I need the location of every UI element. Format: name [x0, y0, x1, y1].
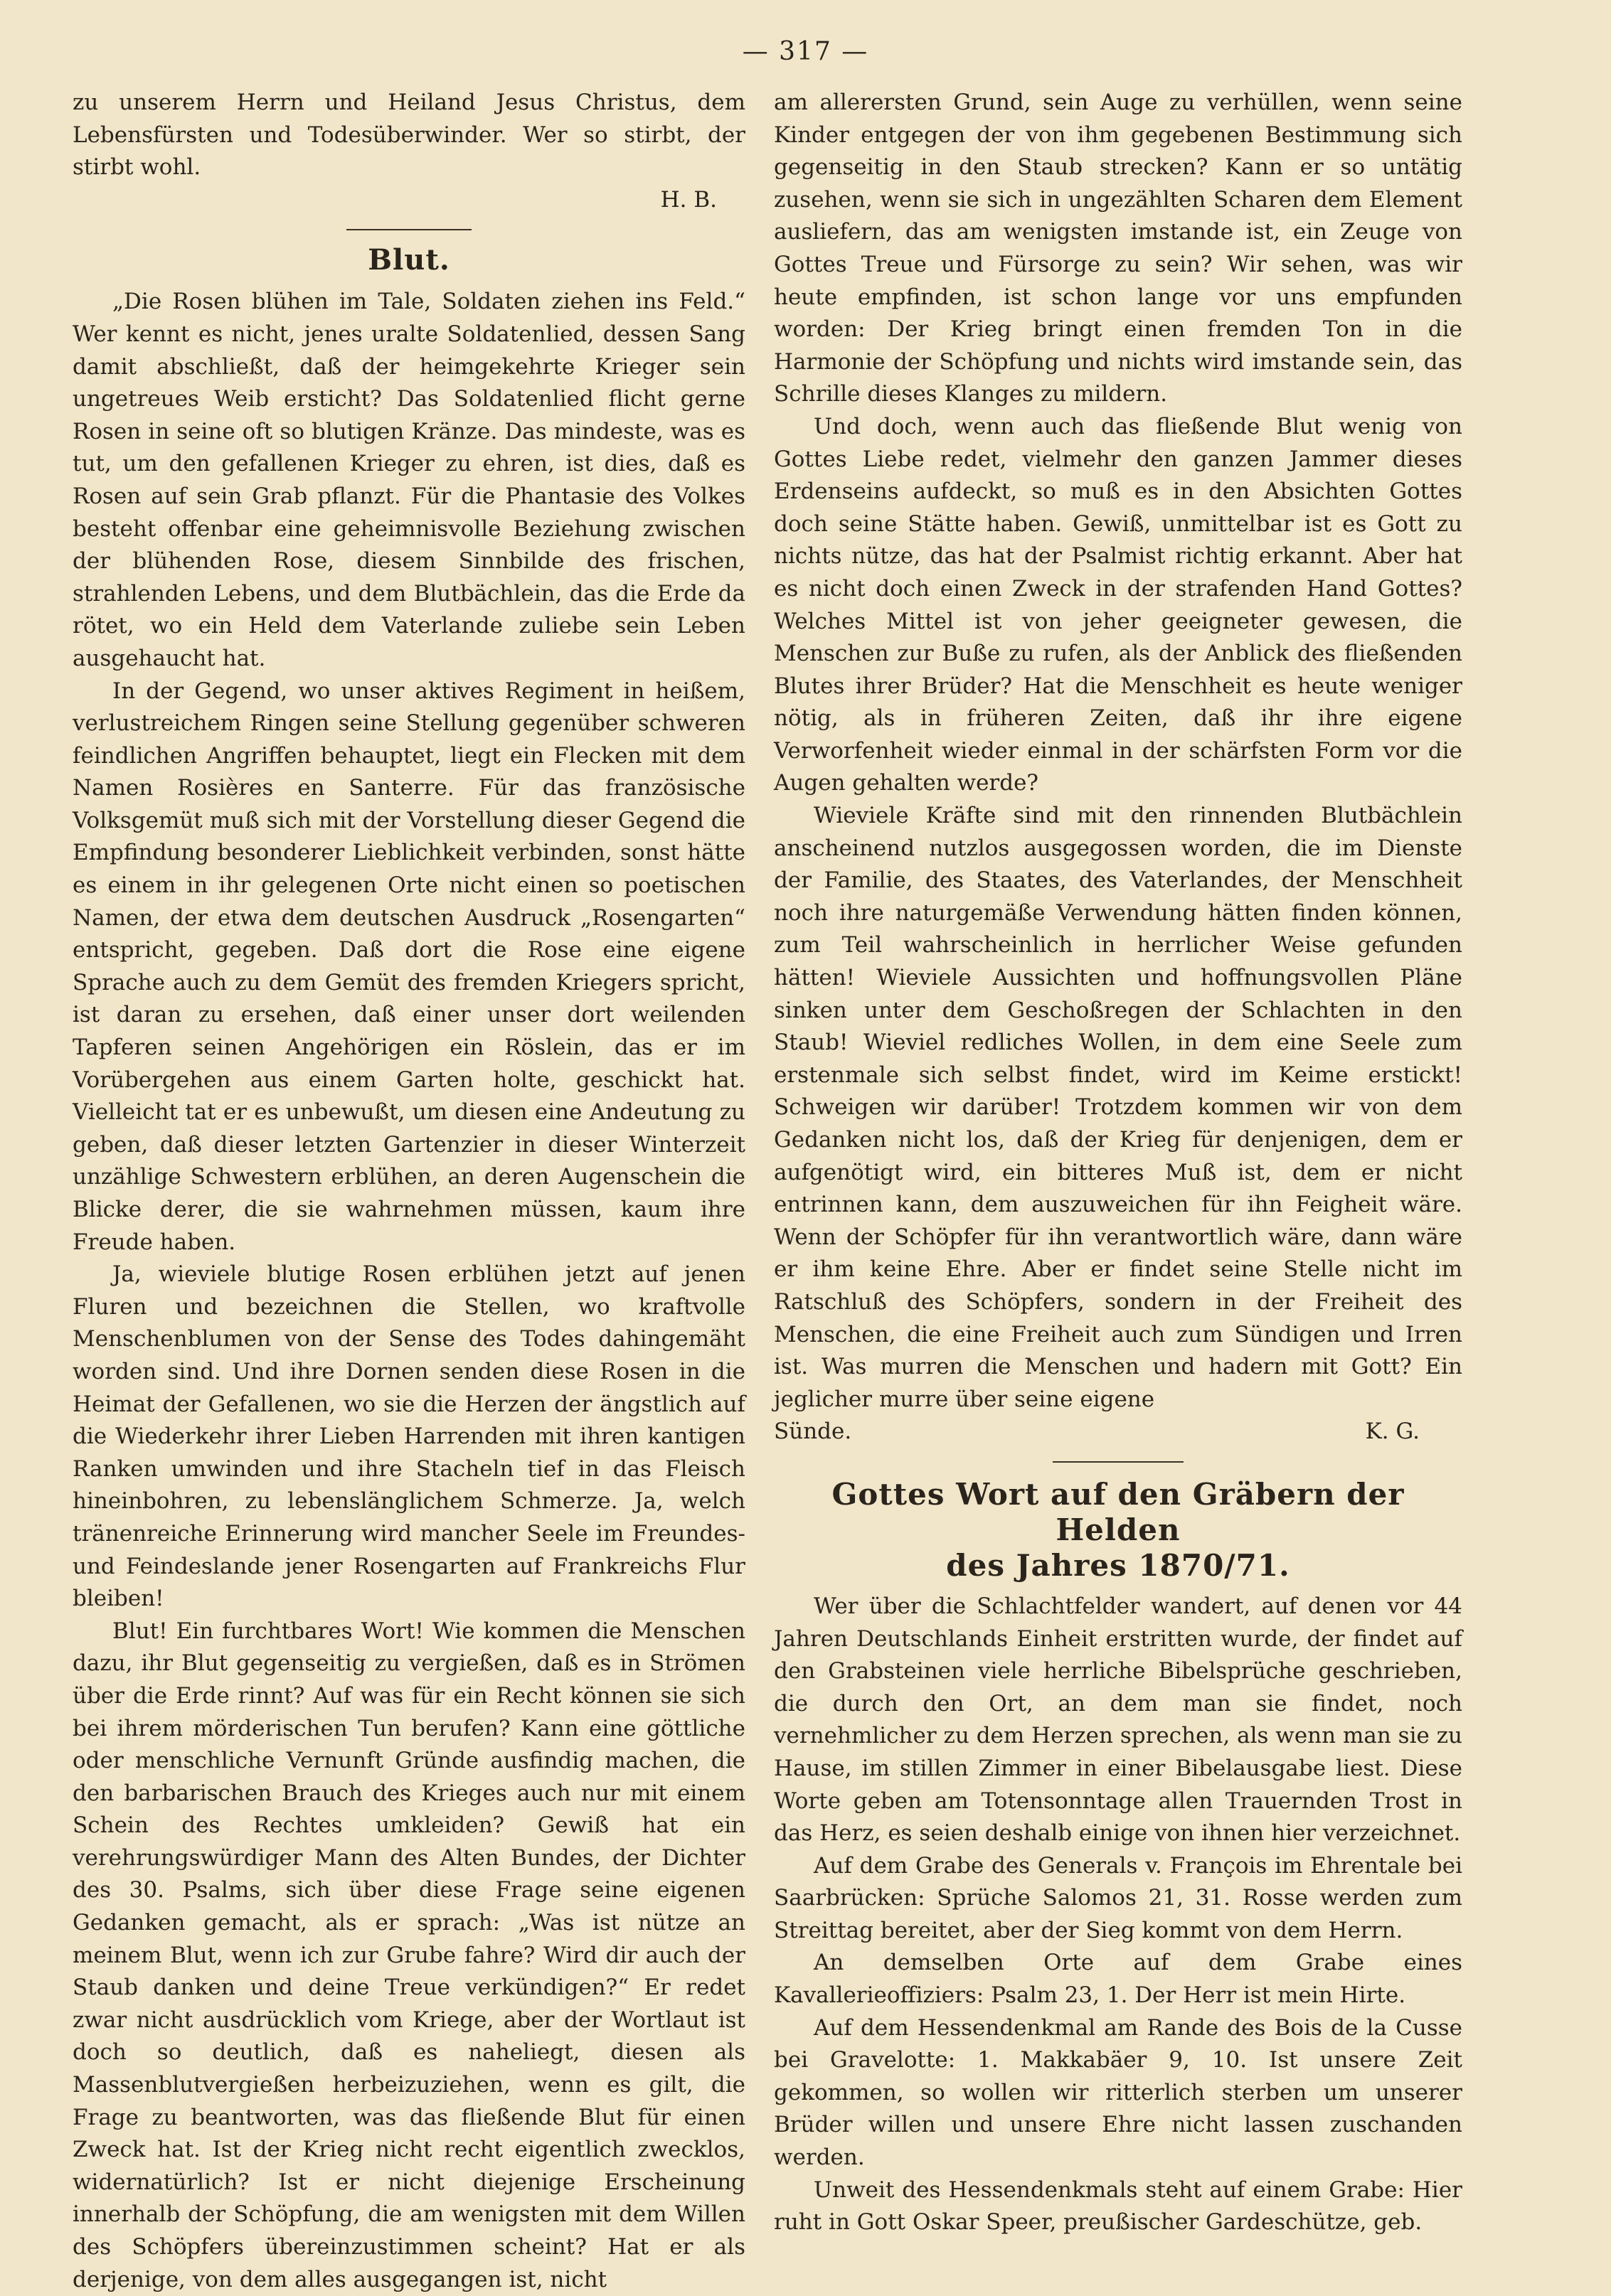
gottes-wort-paragraph-4: Auf dem Hessendenkmal am Rande des Bois de la Cusse bei Gravelotte: 1. Makkabäer 9, 10. Ist unsere Zeit gekommen, so wollen wir ritterlich sterben um unserer Brüder willen und unsere Ehre nicht lassen zuschanden werden.: [774, 2014, 1462, 2171]
article-end-word: Sünde.: [774, 1419, 852, 1445]
title-line-1: Gottes Wort auf den Gräbern der Helden: [831, 1476, 1405, 1547]
page-number: — 317 —: [742, 37, 869, 66]
blut-paragraph-2: In der Gegend, wo unser aktives Regiment in heißem, verlustreichem Ringen seine Stellung gegenüber schweren feindlichen Angriffen behauptet, liegt ein Flecken mit dem Namen Rosières en Santerre. Für das französische Volksgemüt muß sich mit der Vorstellung dieser Gegend die Empfindung besonderer Lieblichkeit verbinden, sonst hätte es einem in ihr gelegenen Orte nicht einen so poetischen Namen, der etwa dem deutschen Ausdruck „Rosengarten“ entspricht, gegeben. Daß dort die Rose eine eigene Sprache auch zu dem Gemüt des fremden Kriegers spricht, ist daran zu ersehen, daß einer unser dort weilenden Tapferen seinen Angehörigen ein Röslein, das er im Vorübergehen aus einem Garten holte, geschickt hat. Vielleicht tat er es unbewußt, um diesen eine Andeutung zu geben, daß dieser letzten Gartenzier in dieser Winterzeit unzählige Schwestern erblühen, an deren Augenschein die Blicke derer, die sie wahrnehmen müssen, kaum ihre Freude haben.: [73, 678, 745, 1255]
blut-paragraph-4: Blut! Ein furchtbares Wort! Wie kommen die Menschen dazu, ihr Blut gegenseitig zu vergießen, daß es in Strömen über die Erde rinnt? Auf was für ein Recht können sie sich bei ihrem mörderischen Tun berufen? Kann eine göttliche oder menschliche Vernunft Gründe ausfindig machen, die den barbarischen Brauch des Krieges auch nur mit einem Schein des Rechtes umkleiden? Gewiß hat ein verehrungswürdiger Mann des Alten Bundes, der Dichter des 30. Psalms, sich über diese Frage seine eigenen Gedanken gemacht, als er sprach: „Was ist nütze an meinem Blut, wenn ich zur Grube fahre? Wird dir auch der Staub danken und deine Treue verkündigen?“ Er redet zwar nicht ausdrücklich vom Kriege, aber der Wortlaut ist doch so deutlich, daß es naheliegt, diesen als Massenblutvergießen herbeizuziehen, wenn es gilt, die Frage zu beantworten, was das fließende Blut für einen Zweck hat. Ist der Krieg nicht recht eigentlich zwecklos, widernatürlich? Ist er nicht diejenige Erscheinung innerhalb der Schöpfung, die am wenigsten mit dem Willen des Schöpfers übereinzustimmen scheint? Hat er als derjenige, von dem alles ausgegangen ist, nicht: [73, 1618, 745, 2292]
blut-paragraph-6: Und doch, wenn auch das fließende Blut wenig von Gottes Liebe redet, vielmehr den ganzen Jammer dieses Erdenseins aufdeckt, so muß es in den Absichten Gottes doch seine Stätte haben. Gewiß, unmittelbar ist es Gott zu nichts nütze, das hat der Psalmist richtig erkannt. Aber hat es nicht doch einen Zweck in der strafenden Hand Gottes? Welches Mittel ist von jeher geeigneter gewesen, die Menschen zur Buße zu rufen, als der Anblick des fließenden Blutes ihrer Brüder? Hat die Menschheit es heute weniger nötig, als in früheren Zeiten, daß ihr ihre eigene Verworfenheit wieder einmal in der schärfsten Form vor die Augen gehalten werde?: [774, 413, 1462, 796]
intro-paragraph: zu unserem Herrn und Heiland Jesus Christus, dem Lebensfürsten und Todesüberwinder. Wer so stirbt, der stirbt wohl.: [73, 90, 745, 181]
left-column: [73, 87, 745, 2296]
gottes-wort-paragraph-5: Unweit des Hessendenkmals steht auf einem Grabe: Hier ruht in Gott Oskar Speer, preußischer Gardeschütze, geb.: [774, 2177, 1462, 2236]
right-column: [774, 87, 1462, 2239]
blut-paragraph-5: am allerersten Grund, sein Auge zu verhüllen, wenn seine Kinder entgegen der von ihm gegebenen Bestimmung sich gegenseitig in den Staub strecken? Kann er so untätig zusehen, wenn sie sich in ungezählten Scharen dem Element ausliefern, das am wenigsten imstande ist, ein Zeuge von Gottes Treue und Fürsorge zu sein? Wir sehen, was wir heute empfinden, ist schon lange vor uns empfunden worden: Der Krieg bringt einen fremden Ton in die Harmonie der Schöpfung und nichts wird imstande sein, das Schrille dieses Klanges zu mildern.: [774, 90, 1462, 407]
gottes-wort-paragraph-1: Wer über die Schlachtfelder wandert, auf denen vor 44 Jahren Deutschlands Einheit erstritten wurde, der findet auf den Grabsteinen viele herrliche Bibelsprüche geschrieben, die durch den Ort, an dem man sie findet, noch vernehmlicher zu dem Herzen sprechen, als wenn man sie zu Hause, im stillen Zimmer in einer Bibelausgabe liest. Diese Worte geben am Totensonntage allen Trauernden Trost in das Herz, es seien deshalb einige von ihnen hier verzeichnet.: [774, 1593, 1462, 1847]
section-divider: [346, 229, 472, 230]
intro-signature: H. B.: [660, 186, 717, 213]
article-title-gottes-wort: [774, 1477, 1462, 1584]
article-end-line: [774, 1416, 1462, 1448]
gottes-wort-paragraph-3: An demselben Orte auf dem Grabe eines Kavallerieoffiziers: Psalm 23, 1. Der Herr ist mein Hirte.: [774, 1950, 1462, 2009]
blut-paragraph-3: Ja, wieviele blutige Rosen erblühen jetzt auf jenen Fluren und bezeichnen die Stellen, wo kraftvolle Menschenblumen von der Sense des Todes dahingemäht worden sind. Und ihre Dornen senden diese Rosen in die Heimat der Gefallenen, wo sie die Herzen der ängstlich auf die Wiederkehr ihrer Lieben Harrenden mit ihren kantigen Ranken umwinden und ihre Stacheln tief in das Fleisch hineinbohren, zu lebenslänglichem Schmerze. Ja, welch tränenreiche Erinnerung wird mancher Seele im Freundes- und Feindeslande jener Rosengarten auf Frankreichs Flur bleiben!: [73, 1261, 745, 1612]
blut-paragraph-7: Wieviele Kräfte sind mit den rinnenden Blutbächlein anscheinend nutzlos ausgegossen worden, die im Dienste der Familie, des Staates, des Vaterlandes, der Menschheit noch ihre naturgemäße Verwendung hätten finden können, zum Teil wahrscheinlich in herrlicher Weise gefunden hätten! Wieviele Aussichten und hoffnungsvollen Pläne sinken unter dem Geschoßregen der Schlachten in den Staub! Wieviel redliches Wollen, in dem eine Seele zum erstenmale sich selbst findet, wird im Keime erstickt! Schweigen wir darüber! Trotzdem kommen wir von dem Gedanken nicht los, daß der Krieg für denjenigen, dem er aufgenötigt wird, ein bitteres Muß ist, dem er nicht entrinnen kann, dem auszuweichen für ihn Feigheit wäre. Wenn der Schöpfer für ihn verantwortlich wäre, dann wäre er ihm keine Ehre. Aber er findet seine Stelle nicht im Ratschluß des Schöpfers, sondern in der Freiheit des Menschen, die eine Freiheit auch zum Sündigen und Irren ist. Was murren die Menschen und hadern mit Gott? Ein jeglicher murre über seine eigene: [774, 803, 1462, 1412]
article-title-blut: Blut.: [368, 243, 450, 277]
gottes-wort-paragraph-2: Auf dem Grabe des Generals v. François im Ehrentale bei Saarbrücken: Sprüche Salomos 21, 31. Rosse werden zum Streittag bereitet, aber der Sieg kommt von dem Herrn.: [774, 1852, 1462, 1943]
article-signature: K. G.: [1365, 1419, 1420, 1445]
blut-paragraph-1: „Die Rosen blühen im Tale, Soldaten ziehen ins Feld.“ Wer kennt es nicht, jenes uralte Soldatenlied, dessen Sang damit abschließt, daß der heimgekehrte Krieger sein ungetreues Weib ersticht? Das Soldatenlied flicht gerne Rosen in seine oft so blutigen Kränze. Das mindeste, was es tut, um den gefallenen Krieger zu ehren, ist dies, daß es Rosen auf sein Grab pflanzt. Für die Phantasie des Volkes besteht offenbar eine geheimnisvolle Beziehung zwischen der blühenden Rose, diesem Sinnbilde des frischen, strahlenden Lebens, und dem Blutbächlein, das die Erde da rötet, wo ein Held dem Vaterlande zuliebe sein Leben ausgehaucht hat.: [73, 289, 745, 671]
title-line-2: des Jahres 1870/71.: [946, 1547, 1290, 1583]
section-divider: [1053, 1461, 1184, 1463]
